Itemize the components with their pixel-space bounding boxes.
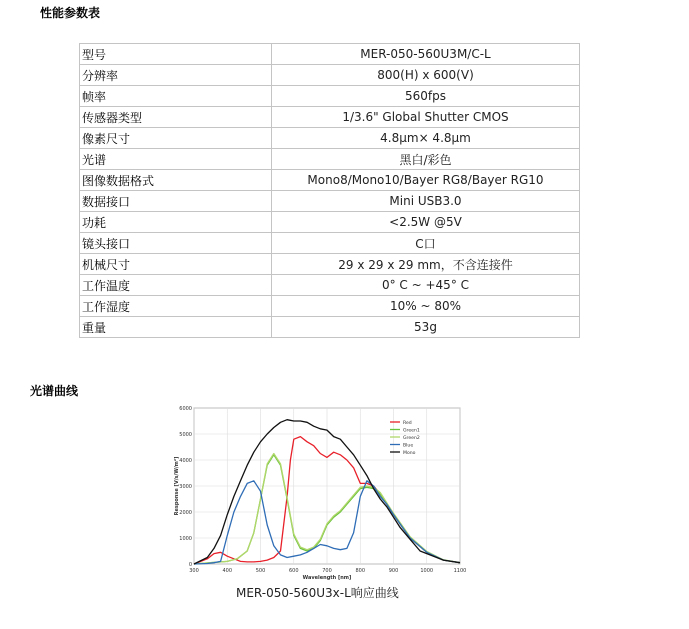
- spec-label: 光谱: [80, 149, 272, 170]
- spec-label: 镜头接口: [80, 233, 272, 254]
- spec-row: [80, 296, 580, 317]
- spec-row: [80, 254, 580, 275]
- x-tick-label: 300: [189, 568, 199, 574]
- spec-value: 29 x 29 x 29 mm，不含连接件: [272, 254, 580, 275]
- y-tick-label: 2000: [179, 510, 192, 516]
- legend-entry: Green2: [403, 435, 420, 441]
- spec-row: [80, 65, 580, 86]
- spec-label: 图像数据格式: [80, 170, 272, 191]
- y-tick-label: 1000: [179, 536, 192, 542]
- spec-label: 数据接口: [80, 191, 272, 212]
- spec-row: [80, 170, 580, 191]
- y-tick-label: 6000: [179, 406, 192, 412]
- spec-value: Mono8/Mono10/Bayer RG8/Bayer RG10: [272, 170, 580, 191]
- spec-value: 10% ~ 80%: [272, 296, 580, 317]
- legend-entry: Green1: [403, 428, 420, 434]
- spec-row: [80, 317, 580, 338]
- spec-label: 功耗: [80, 212, 272, 233]
- spec-row: [80, 191, 580, 212]
- spec-label: 像素尺寸: [80, 128, 272, 149]
- x-tick-label: 900: [388, 568, 399, 574]
- spec-row: [80, 128, 580, 149]
- y-tick-label: 5000: [179, 432, 192, 438]
- spec-value: Mini USB3.0: [272, 191, 580, 212]
- spec-row: [80, 149, 580, 170]
- legend-entry: Mono: [403, 450, 416, 456]
- spec-value: 黑白/彩色: [272, 149, 580, 170]
- x-tick-label: 1100: [453, 568, 467, 574]
- spec-label: 传感器类型: [80, 107, 272, 128]
- spec-label: 型号: [80, 44, 272, 65]
- spec-value: 1/3.6" Global Shutter CMOS: [272, 107, 580, 128]
- x-tick-label: 800: [355, 568, 366, 574]
- section-title-spectrum: 光谱曲线: [30, 384, 79, 398]
- spec-row: [80, 233, 580, 254]
- y-tick-label: 3000: [179, 484, 192, 490]
- x-axis-label: Wavelength [nm]: [302, 575, 352, 581]
- spec-row: [80, 44, 580, 65]
- x-tick-label: 500: [255, 568, 266, 574]
- spec-value: 800(H) x 600(V): [272, 65, 580, 86]
- spec-value: MER-050-560U3M/C-L: [272, 44, 580, 65]
- spec-value: <2.5W @5V: [272, 212, 580, 233]
- x-tick-label: 1000: [420, 568, 434, 574]
- spec-label: 分辨率: [80, 65, 272, 86]
- x-tick-label: 700: [322, 568, 332, 574]
- y-tick-label: 4000: [179, 458, 192, 464]
- y-tick-label: 0: [188, 562, 192, 568]
- x-tick-label: 600: [288, 568, 299, 574]
- spectral-response-chart: [168, 403, 468, 583]
- spec-value: 0° C ~ +45° C: [272, 275, 580, 296]
- chart-caption: MER-050-560U3x-L响应曲线: [236, 586, 399, 600]
- spec-label: 帧率: [80, 86, 272, 107]
- spec-value: C口: [272, 233, 580, 254]
- spec-label: 重量: [80, 317, 272, 338]
- legend-entry: Red: [403, 420, 412, 426]
- legend-entry: Blue: [403, 443, 414, 449]
- spec-row: [80, 275, 580, 296]
- spec-row: [80, 107, 580, 128]
- spec-value: 560fps: [272, 86, 580, 107]
- spec-label: 工作温度: [80, 275, 272, 296]
- spec-row: [80, 86, 580, 107]
- spec-row: [80, 212, 580, 233]
- spec-table: [79, 43, 580, 338]
- section-title-specs: 性能参数表: [40, 6, 101, 20]
- y-axis-label: Response [V/s/W/m²]: [174, 456, 180, 516]
- spec-label: 机械尺寸: [80, 254, 272, 275]
- spec-value: 53g: [272, 317, 580, 338]
- spec-value: 4.8μm× 4.8μm: [272, 128, 580, 149]
- x-tick-label: 400: [222, 568, 233, 574]
- spec-label: 工作湿度: [80, 296, 272, 317]
